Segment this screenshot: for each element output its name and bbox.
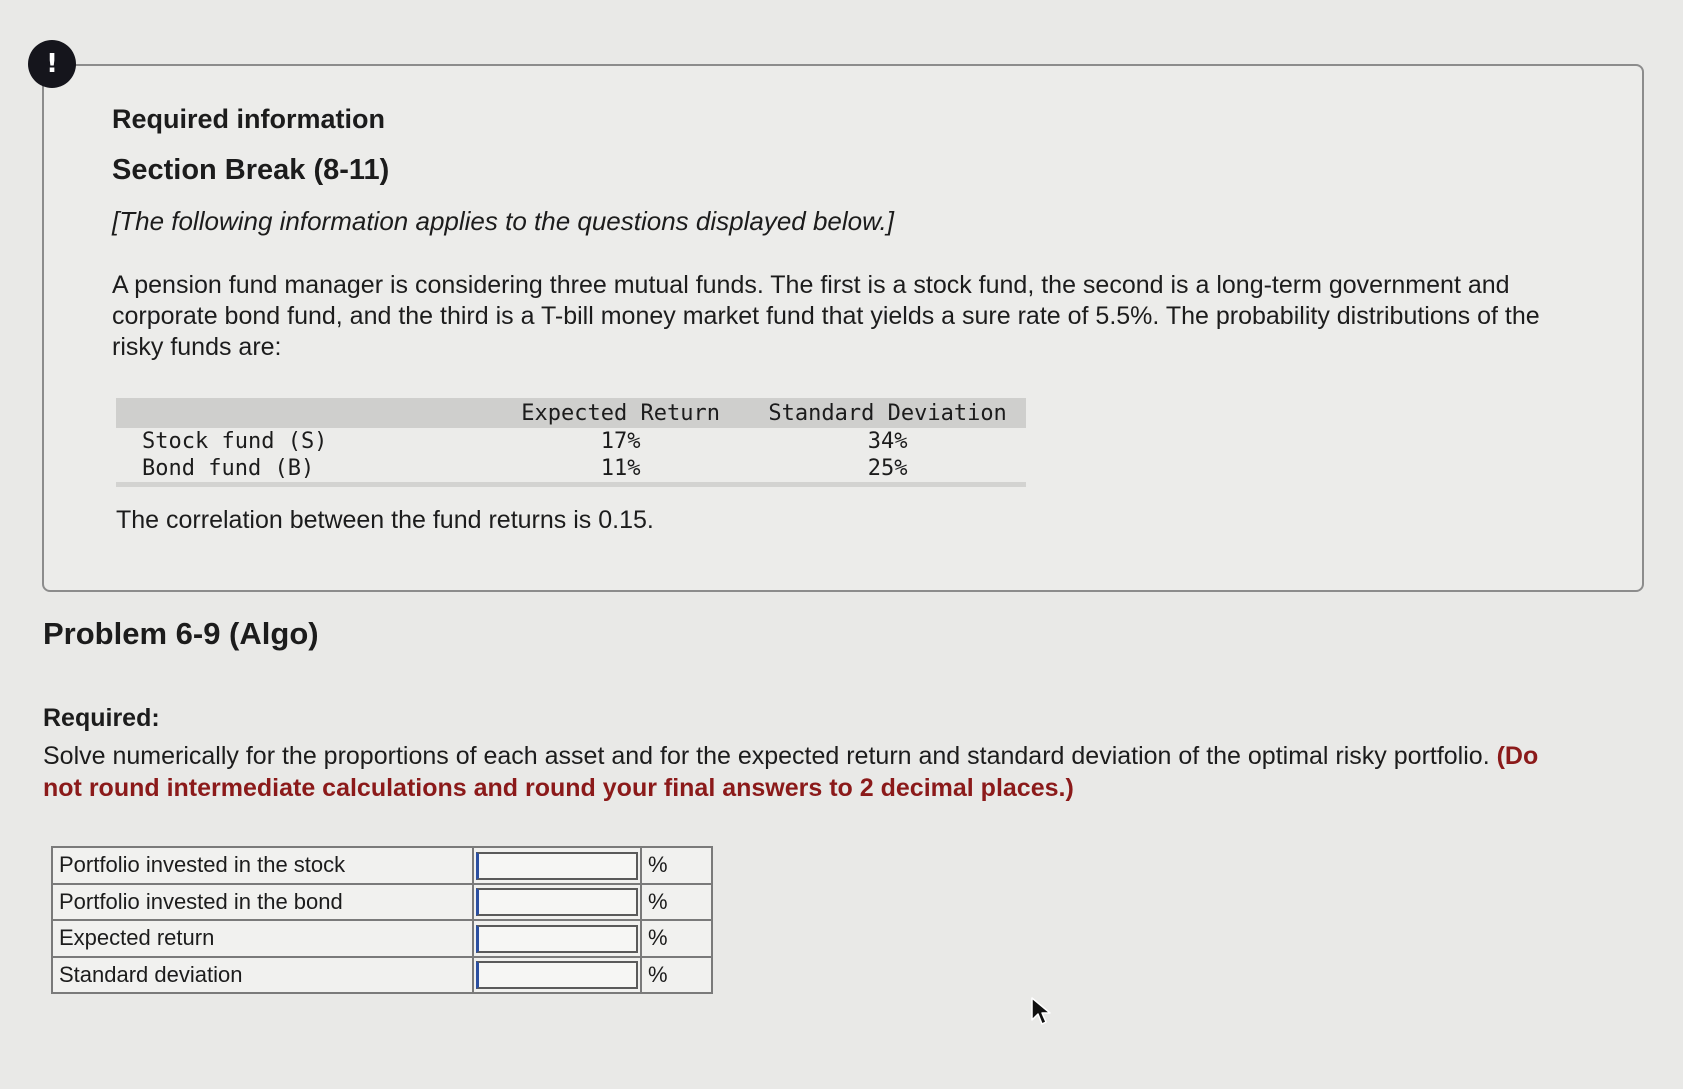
unit-percent: % <box>641 957 712 994</box>
fund-distribution-table <box>116 398 1026 487</box>
standard-deviation-input[interactable] <box>476 961 638 989</box>
expected-return-value: 17% <box>600 429 641 454</box>
fund-label: Bond fund (B) <box>116 455 492 485</box>
table-row <box>52 957 712 994</box>
expected-return-input[interactable] <box>476 925 638 953</box>
answer-label-expected-return: Expected return <box>52 920 473 957</box>
correlation-text: The correlation between the fund returns is 0.15. <box>116 506 654 534</box>
applies-note: [The following information applies to the questions displayed below.] <box>112 206 894 236</box>
answer-cell <box>473 847 641 884</box>
exclamation-icon: ! <box>28 40 76 88</box>
required-information-panel <box>42 64 1644 592</box>
required-information-heading: Required information <box>112 104 386 134</box>
section-break-title: Section Break (8-11) <box>112 154 390 186</box>
intro-paragraph: A pension fund manager is considering three mutual funds. The first is a stock fund, the second is a long-term government and corporate bond fund, and the third is a T-bill money market fund that yields a sure rate of 5.5%. The probability distributions of the risky funds are: <box>112 271 1540 361</box>
answer-label-standard-deviation: Standard deviation <box>52 957 473 994</box>
table-row <box>52 847 712 884</box>
answer-cell <box>473 920 641 957</box>
std-dev-value: 34% <box>867 429 908 454</box>
answer-cell <box>473 957 641 994</box>
unit-percent: % <box>641 847 712 884</box>
problem-title: Problem 6-9 (Algo) <box>43 616 319 651</box>
bond-proportion-input[interactable] <box>476 888 638 916</box>
stock-proportion-input[interactable] <box>476 852 638 880</box>
answer-label-bond: Portfolio invested in the bond <box>52 884 473 921</box>
mouse-pointer-icon <box>1030 996 1054 1026</box>
table-row <box>52 920 712 957</box>
answer-cell <box>473 884 641 921</box>
unit-percent: % <box>641 884 712 921</box>
table-header-row <box>116 398 1026 428</box>
table-row <box>116 428 1026 455</box>
header-expected-return: Expected Return <box>492 398 749 428</box>
unit-percent: % <box>641 920 712 957</box>
answer-table <box>51 846 713 994</box>
answer-label-stock: Portfolio invested in the stock <box>52 847 473 884</box>
fund-label: Stock fund (S) <box>142 429 328 454</box>
required-instructions <box>43 740 1543 804</box>
required-label: Required: <box>43 704 160 732</box>
table-row <box>52 884 712 921</box>
expected-return-value: 11% <box>492 455 749 485</box>
rounding-instruction: (Do not round intermediate calculations and round your final answers to 2 decimal places.) <box>43 742 1539 802</box>
std-dev-value: 25% <box>749 455 1026 485</box>
table-row <box>116 455 1026 485</box>
required-text: Solve numerically for the proportions of each asset and for the expected return and standard deviation of the optimal risky portfolio. <box>43 742 1490 770</box>
header-fund <box>116 398 492 428</box>
header-standard-deviation: Standard Deviation <box>749 398 1026 428</box>
